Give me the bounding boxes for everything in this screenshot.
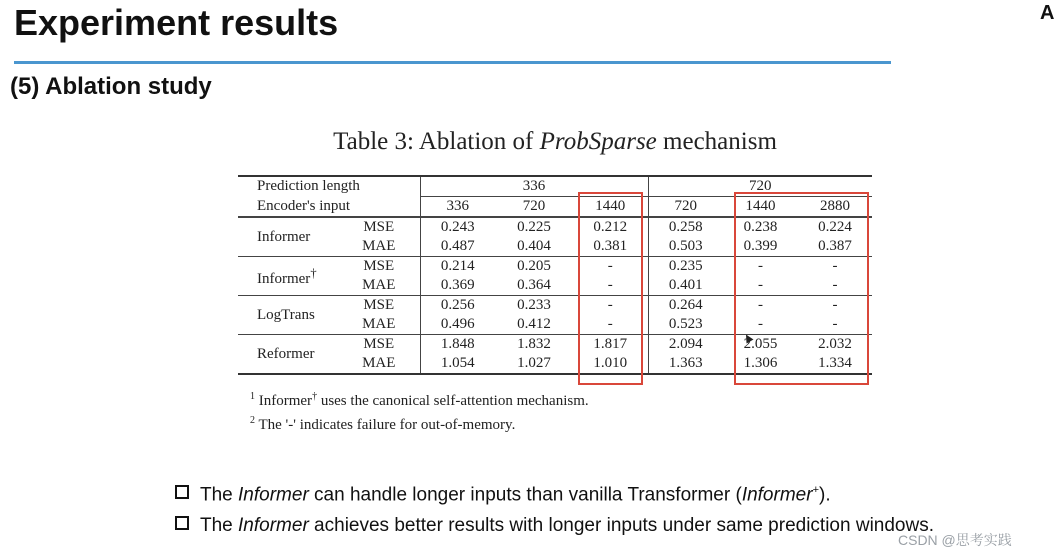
caption-suffix: mechanism [656, 128, 777, 155]
square-bullet-icon [175, 485, 189, 499]
caption-emphasis: ProbSparse [539, 128, 657, 155]
table-cell: 0.496 [440, 316, 475, 332]
table-footnotes [250, 387, 589, 435]
encoder-input-label: Encoder's input [238, 197, 420, 218]
table-cell: 1.334 [818, 355, 852, 371]
bullet-text: The [200, 515, 239, 536]
footnote-1 [250, 387, 589, 411]
table-cell: 0.523 [668, 316, 703, 332]
metric-label: MAE [338, 315, 420, 335]
plus-mark: + [812, 484, 819, 496]
metric-label: MAE [338, 276, 420, 296]
table-cell: - [758, 277, 764, 293]
table-cell: 0.503 [668, 238, 703, 254]
table-cell: 0.235 [648, 257, 723, 277]
metric-label: MSE [338, 217, 420, 237]
model-label: LogTrans [257, 306, 315, 323]
footnote-model: Informer [258, 393, 313, 409]
table-cell: 2.032 [798, 335, 872, 355]
model-label: Informer [257, 270, 311, 287]
bullet-item-2 [175, 514, 934, 538]
table-cell: 0.214 [420, 257, 495, 277]
table-cell: 2.094 [648, 335, 723, 355]
table-cell: 1.054 [440, 355, 475, 371]
title-underline [14, 61, 891, 64]
table-cell: - [832, 277, 838, 293]
metric-label: MSE [338, 335, 420, 355]
section-heading: (5) Ablation study [10, 73, 212, 100]
bullet-item-1 [175, 478, 831, 507]
table-cell: 1.306 [743, 355, 778, 371]
footnote-2 [250, 411, 589, 435]
table-cell: 0.212 [573, 217, 648, 237]
dagger-mark: † [310, 265, 317, 280]
table-cell: 0.364 [517, 277, 551, 293]
table-cell: 0.224 [818, 219, 852, 235]
table-cell: 0.258 [668, 219, 703, 235]
encoder-input-value: 720 [648, 197, 723, 218]
table-cell: - [832, 316, 838, 332]
highlight-box-1440-column [578, 192, 643, 385]
table-caption [238, 128, 872, 156]
model-name [238, 296, 338, 335]
table-cell: 1.027 [517, 355, 551, 371]
prediction-length-720: 720 [648, 176, 872, 197]
table-cell: 0.205 [495, 257, 573, 277]
caption-prefix: Table 3: Ablation of [333, 128, 540, 155]
table-cell: 0.233 [495, 296, 573, 316]
bullet-emphasis: Informer [238, 484, 309, 506]
slide-title: Experiment results [14, 2, 339, 43]
bullet-text: ). [819, 484, 831, 506]
footnote-number: 1 [250, 391, 255, 402]
encoder-input-value: 1440 [573, 197, 648, 218]
footnote-number: 2 [250, 415, 255, 426]
metric-label: MAE [338, 354, 420, 374]
model-name [238, 217, 338, 257]
table-cell: - [723, 296, 798, 316]
bullet-text: can handle longer inputs than vanilla Transformer ( [308, 484, 742, 506]
table-cell: 1.363 [668, 355, 703, 371]
table-cell: 1.817 [573, 335, 648, 355]
bullet-text: The [200, 484, 239, 506]
table-cell: 1.848 [420, 335, 495, 355]
square-bullet-icon [175, 516, 189, 530]
table-cell: 1.010 [573, 354, 648, 374]
model-label: Informer [257, 228, 311, 245]
model-name [238, 335, 338, 375]
table-cell: 0.487 [440, 238, 475, 254]
dagger-mark: † [312, 391, 318, 402]
encoder-input-value: 2880 [798, 197, 872, 218]
table-cell: 0.238 [743, 219, 778, 235]
table-cell: 0.264 [648, 296, 723, 316]
table-cell: - [573, 296, 648, 316]
table-cell: 0.381 [573, 237, 648, 257]
table-cell: - [573, 315, 648, 335]
table-cell: 0.412 [517, 316, 551, 332]
table-cell: - [723, 257, 798, 277]
footnote-text: The '-' indicates failure for out-of-memory. [258, 417, 516, 433]
encoder-input-value: 720 [495, 197, 573, 218]
table-cell: - [758, 316, 764, 332]
bullet-emphasis: Informer [238, 515, 309, 536]
bullet-text: achieves better results with longer inputs under same prediction windows. [308, 515, 934, 536]
table-cell: - [573, 257, 648, 277]
table-cell: 0.401 [668, 277, 703, 293]
model-label: Reformer [257, 345, 315, 362]
table-cell: 0.243 [440, 219, 475, 235]
metric-label: MAE [338, 237, 420, 257]
footnote-text: uses the canonical self-attention mechanism. [317, 393, 589, 409]
table-cell: 0.399 [743, 238, 778, 254]
bullet-emphasis: Informer [741, 484, 813, 506]
model-name [238, 257, 338, 296]
watermark: CSDN @思考实践 [898, 532, 1012, 548]
table-cell: - [798, 296, 872, 316]
table-cell: - [798, 257, 872, 277]
prediction-length-336: 336 [420, 176, 648, 197]
table-cell: 0.404 [517, 238, 551, 254]
table-cell: 0.256 [420, 296, 495, 316]
table-cell: 0.369 [440, 277, 475, 293]
highlight-box-long-input-columns [734, 192, 869, 385]
metric-label: MSE [338, 296, 420, 316]
encoder-input-value: 1440 [723, 197, 798, 218]
table-cell: 2.055 [723, 335, 798, 355]
table-cell: - [573, 276, 648, 296]
table-cell: 0.225 [517, 219, 551, 235]
table-cell: 0.387 [818, 238, 852, 254]
encoder-input-value: 336 [420, 197, 495, 218]
prediction-length-label: Prediction length [238, 176, 420, 197]
corner-mark: A [1040, 2, 1054, 24]
metric-label: MSE [338, 257, 420, 277]
table-cell: 1.832 [495, 335, 573, 355]
